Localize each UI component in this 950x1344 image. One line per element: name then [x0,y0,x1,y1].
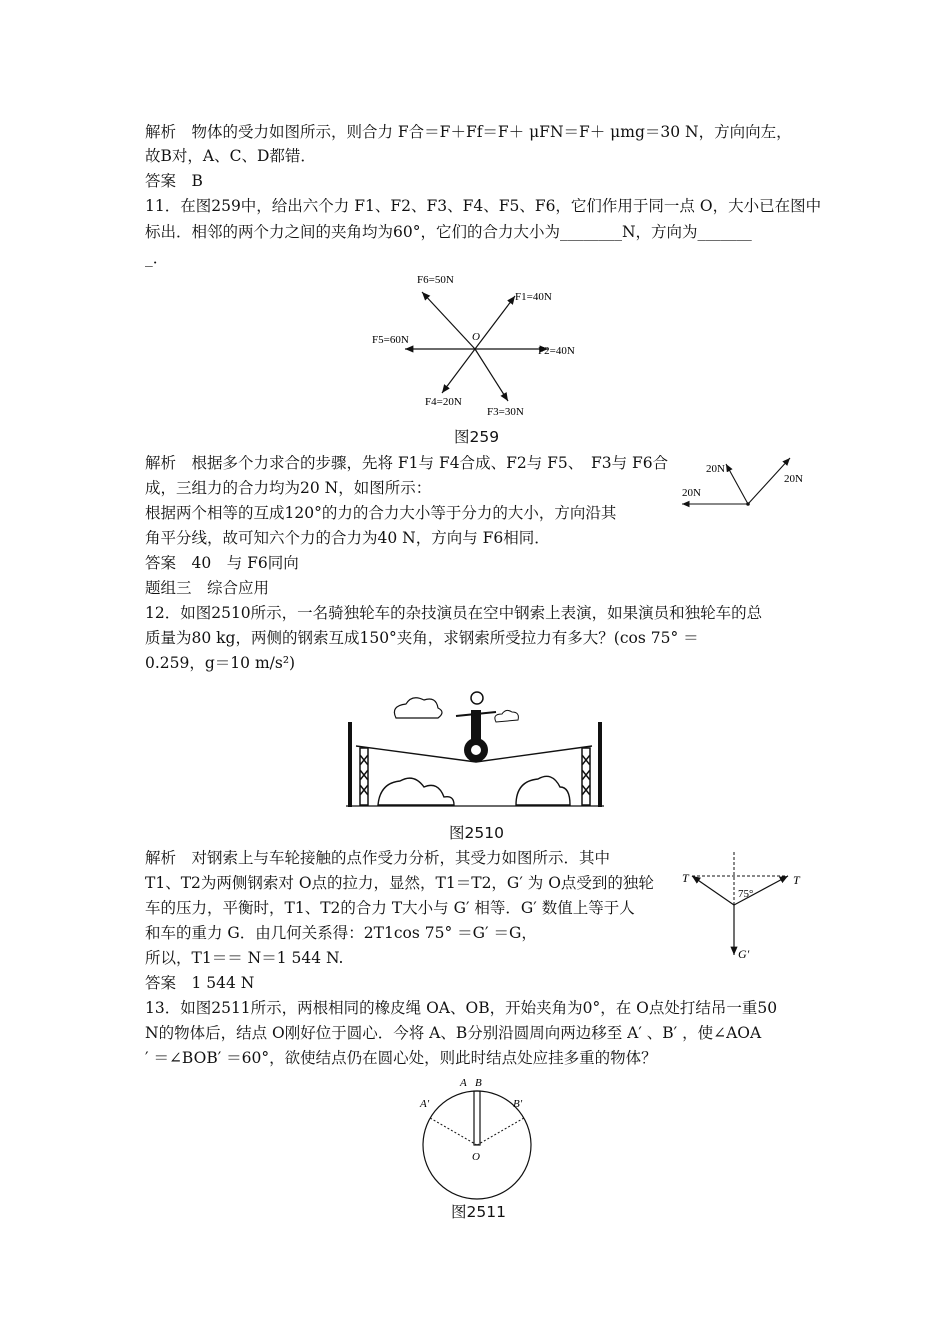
figure-resultant [678,452,813,512]
point-b: B [475,1077,482,1089]
text-line: 解析 根据多个力求合的步骤，先将 F1与 F4合成、F2与 F5、 F3与 F6合 [145,454,669,472]
figure-259 [360,268,600,420]
text-line: _． [145,249,169,267]
section-heading: 题组三 综合应用 [145,579,270,597]
text-line: 成，三组力的合力均为20 N，如图所示： [145,479,432,497]
angle-label: 75° [738,888,754,900]
f4-label: F4=20N [425,396,462,408]
figure-259-caption: 图259 [454,428,500,446]
text-line: 角平分线，故可知六个力的合力为40 N，方向与 F6相同． [145,529,550,547]
question-11: 11．在图259中，给出六个力 F1、F2、F3、F4、F5、F6，它们作用于同一点 O，大小已在图中 [145,197,822,215]
figure-2511-caption: 图2511 [451,1203,506,1221]
text-line: 0.259，g＝10 m/s²) [145,654,296,672]
sum-label: 20N [784,473,803,485]
figure-2510-caption: 图2510 [449,824,504,842]
question-12: 12．如图2510所示，一名骑独轮车的杂技演员在空中钢索上表演，如果演员和独轮车的总 [145,604,763,622]
point-a: A [460,1077,467,1089]
f5-label: F5=60N [372,334,409,346]
text-line: 标出．相邻的两个力之间的夹角均为60°，它们的合力大小为________N，方向为_______ [145,223,752,241]
sum-label: 20N [682,487,701,499]
answer-11: 答案 40 与 F6同向 [145,554,299,572]
tension-label: T [793,873,800,887]
text-line: 解析 对钢索上与车轮接触的点作受力分析，其受力如图所示．其中 [145,849,611,867]
gravity-label: G′ [738,947,750,961]
text-line: 答案 B [145,172,203,190]
text-line: 车的压力，平衡时，T1、T2的合力 T大小与 G′ 相等．G′ 数值上等于人 [145,899,635,917]
f6-label: F6=50N [417,274,454,286]
f2-label: F2=40N [538,345,575,357]
figure-tension [680,850,810,965]
tension-label: T [682,871,689,885]
text-line: 解析 物体的受力如图所示，则合力 F合＝F＋Ff＝F＋ μFN＝F＋ μmg＝30 N，方向向左， [145,123,792,141]
text-line: 所以，T1＝＝ N＝1 544 N. [145,949,344,967]
f3-label: F3=30N [487,406,524,418]
text-line: N的物体后，结点 O刚好位于圆心．今将 A、B分别沿圆周向两边移至 A′ 、B′ ，使∠AOA [145,1024,762,1042]
text-line: 故B对，A、C、D都错． [145,147,316,165]
answer-12: 答案 1 544 N [145,974,255,992]
f1-label: F1=40N [515,291,552,303]
center-o: O [472,1151,480,1163]
question-13: 13．如图2511所示，两根相同的橡皮绳 OA、OB，开始夹角为0°，在 O点处打结吊一重50 [145,999,778,1017]
text-line: 根据两个相等的互成120°的力的合力大小等于分力的大小，方向沿其 [145,504,617,522]
text-line: T1、T2为两侧钢索对 O点的拉力，显然，T1＝T2，G′ 为 O点受到的独轮 [145,874,654,892]
figure-2510-illustration [346,680,604,810]
point-b-prime: B′ [513,1098,523,1110]
text-line: 和车的重力 G．由几何关系得：2T1cos 75° ＝G′ ＝G， [145,924,537,942]
sum-label: 20N [706,463,725,475]
text-line: ′ ＝∠BOB′ ＝60°，欲使结点仍在圆心处，则此时结点处应挂多重的物体？ [145,1049,657,1067]
origin-label: O [472,331,480,343]
text-line: 质量为80 kg，两侧的钢索互成150°夹角，求钢索所受拉力有多大？(cos 75° ＝ [145,629,699,647]
point-a-prime: A′ [420,1098,430,1110]
figure-2511 [410,1070,545,1200]
